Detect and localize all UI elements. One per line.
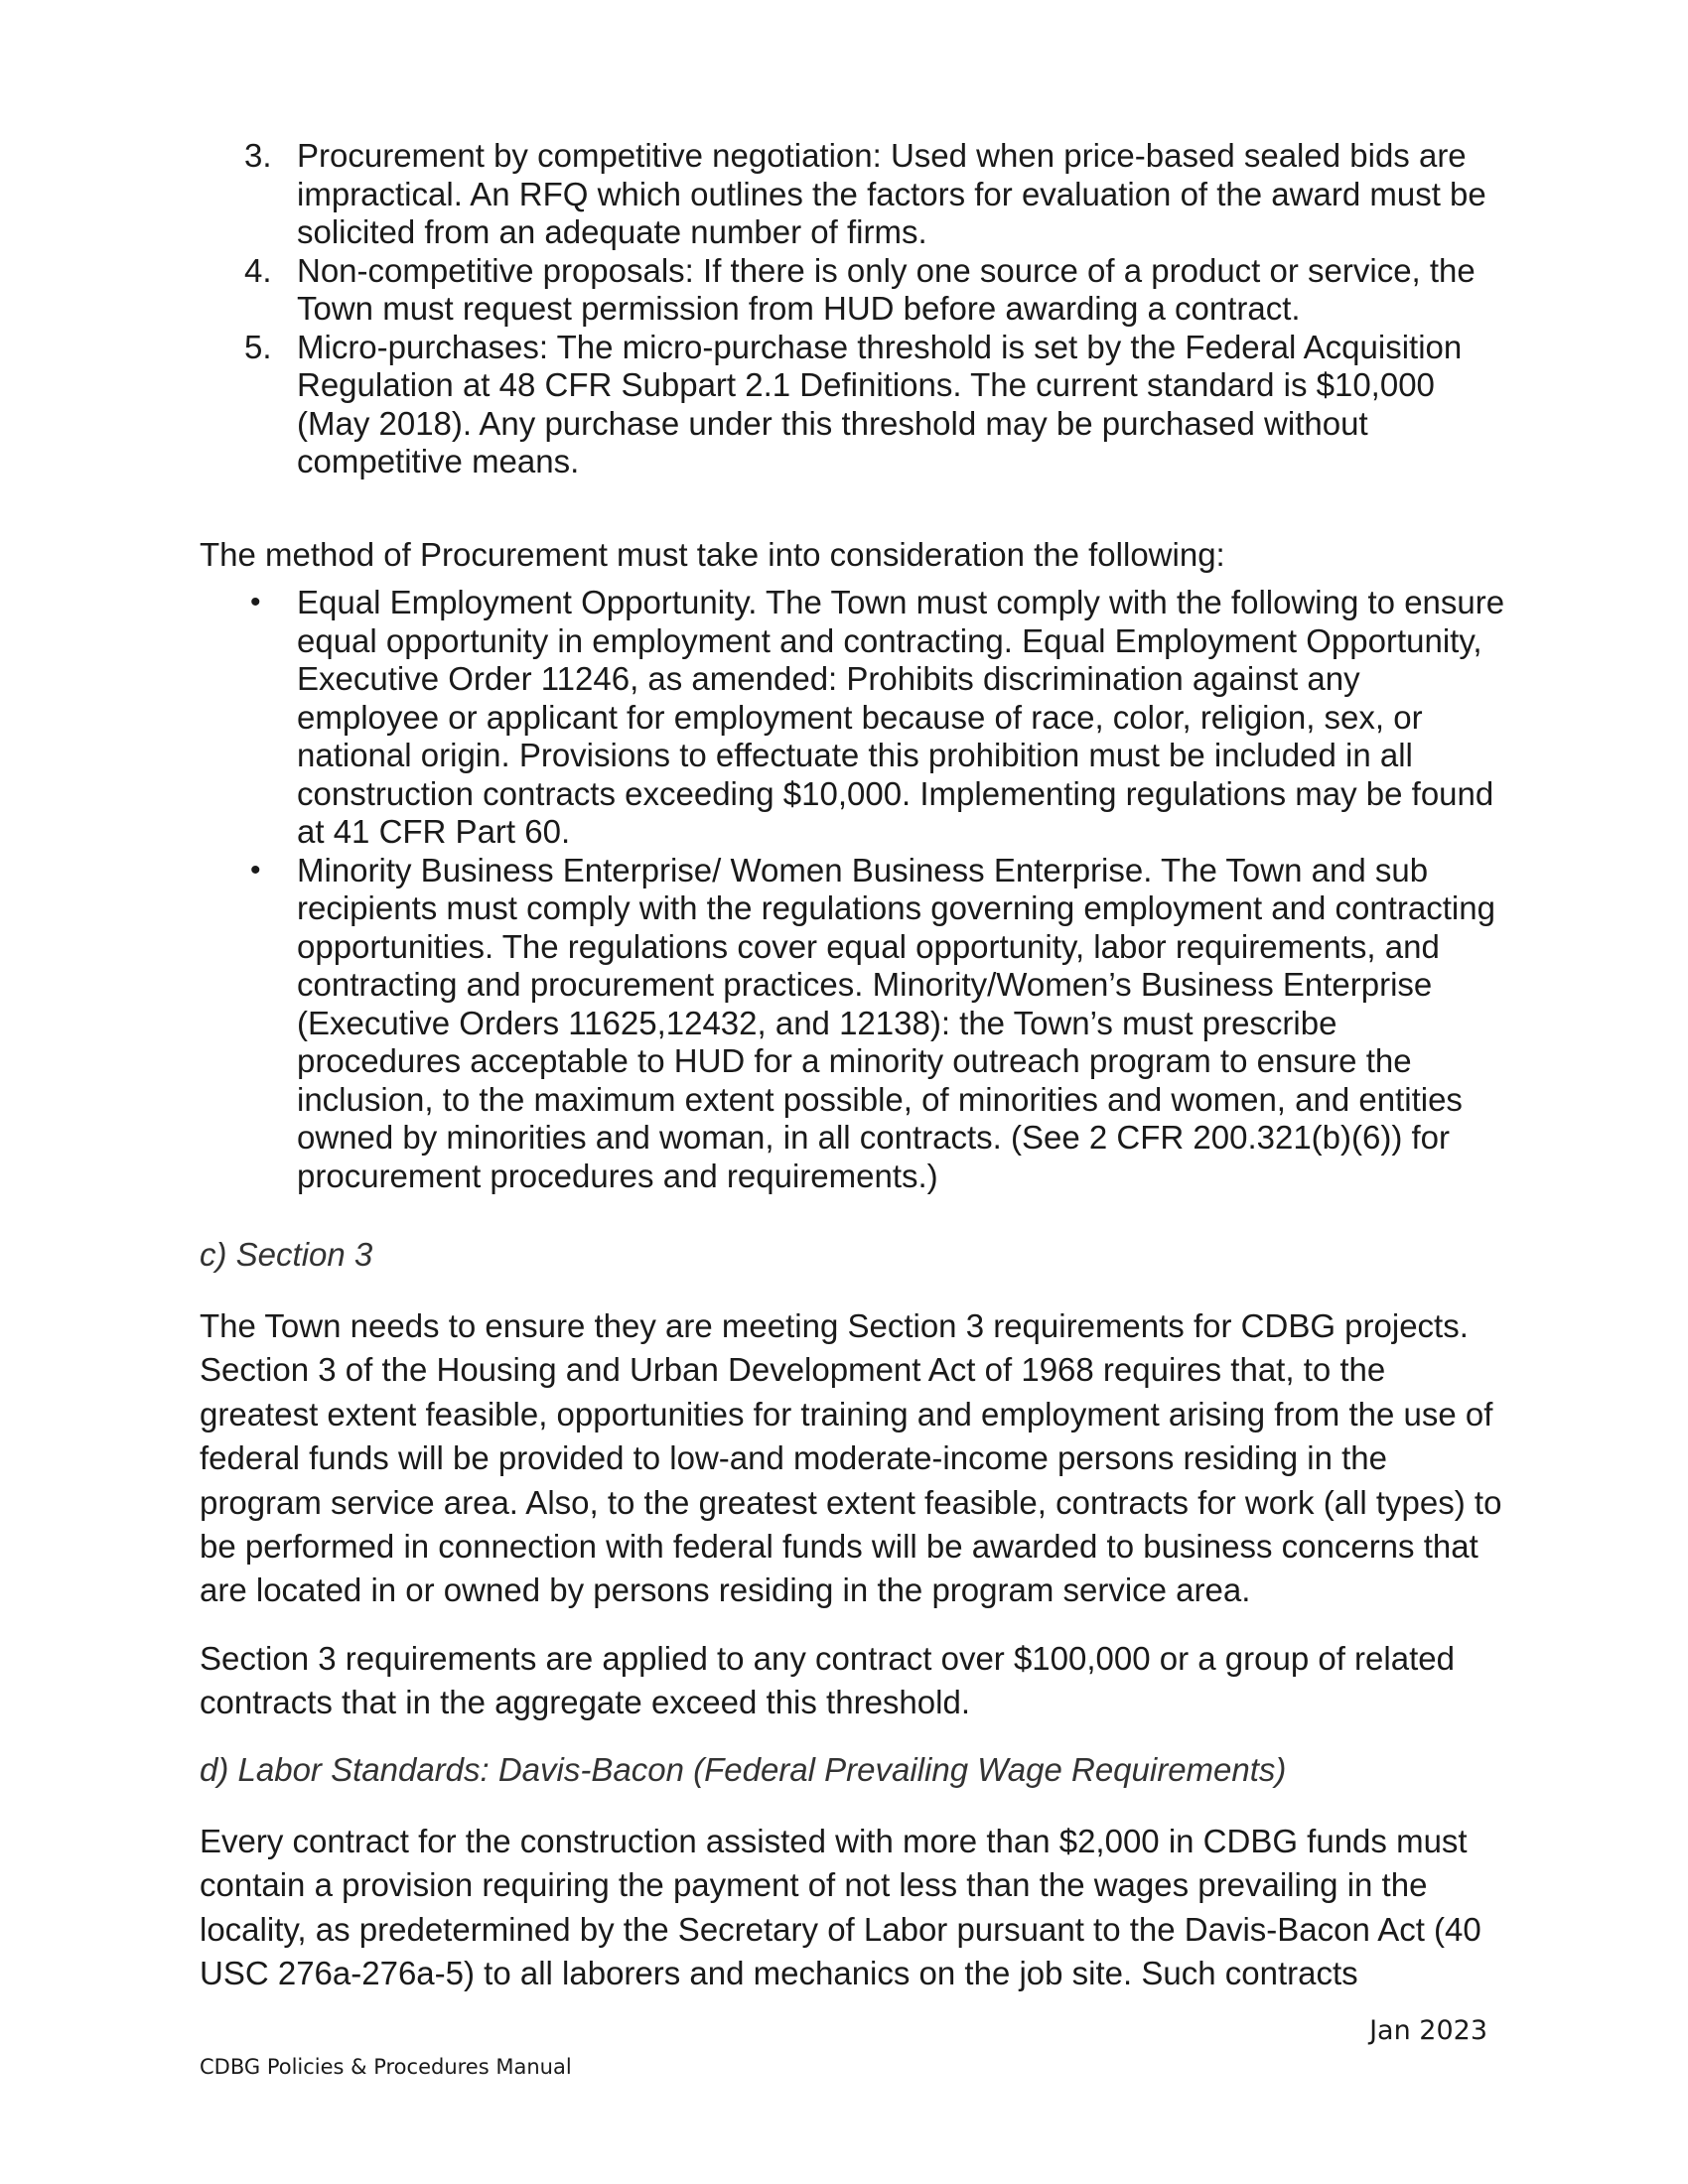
footer-date: Jan 2023 (1369, 2015, 1487, 2046)
list-item-text: Micro-purchases: The micro-purchase threshold is set by the Federal Acquisition Regulation at 48 CFR Subpart 2.1 Definitions. The current standard is $10,000 (May 2018). Any purchase under this threshold may be purchased without competitive means. (297, 328, 1463, 479)
list-item (244, 584, 1505, 852)
list-item (244, 852, 1505, 1196)
section3-threshold-paragraph: Section 3 requirements are applied to any contract over $100,000 or a group of related contracts that in the aggregate exceed this threshold. (200, 1640, 1455, 1721)
considerations-list (244, 584, 1505, 1195)
list-item-text: Minority Business Enterprise/ Women Business Enterprise. The Town and sub recipients must comply with the regulations governing employment and contracting opportunities. The regulations cover equal opportunity, labor requirements, and contracting and procurement practices. Minority/Women’s Business Enterprise (Executive Orders 11625,12432, and 12138): the Town’s must prescribe procedures acceptable to HUD for a minority outreach program to ensure the inclusion, to the maximum extent possible, of minorities and women, and entities owned by minorities and woman, in all contracts. (See 2 CFR 200.321(b)(6)) for procurement procedures and requirements.) (297, 851, 1495, 1194)
list-number: 5. (244, 328, 272, 365)
list-item (244, 137, 1505, 252)
section3-heading: c) Section 3 (200, 1236, 373, 1273)
section3-paragraph: The Town needs to ensure they are meeting Section 3 requirements for CDBG projects. Section 3 of the Housing and Urban Development Act of 1968 requires that, to the greatest extent feasible, opportunities for training and employment arising from the use of federal funds will be provided to low-and moderate-income persons residing in the program service area. Also, to the greatest extent feasible, contracts for work (all types) to be performed in connection with federal funds will be awarded to business concerns that are located in or owned by persons residing in the program service area. (200, 1307, 1502, 1609)
list-item (244, 252, 1505, 329)
bullet-icon: • (250, 853, 261, 887)
labor-standards-heading: d) Labor Standards: Davis-Bacon (Federal Prevailing Wage Requirements) (200, 1751, 1287, 1788)
consideration-intro: The method of Procurement must take into consideration the following: (200, 536, 1225, 573)
list-item-text: Non-competitive proposals: If there is only one source of a product or service, the Town must request permission from HUD before awarding a contract. (297, 251, 1476, 327)
list-number: 4. (244, 251, 272, 289)
procurement-methods-list (244, 137, 1505, 481)
list-item-text: Procurement by competitive negotiation: Used when price-based sealed bids are impractical. An RFQ which outlines the factors for evaluation of the award must be solicited from an adequate number of firms. (297, 137, 1486, 250)
labor-standards-paragraph: Every contract for the construction assisted with more than $2,000 in CDBG funds must contain a provision requiring the payment of not less than the wages prevailing in the locality, as predetermined by the Secretary of Labor pursuant to the Davis-Bacon Act (40 USC 276a-276a-5) to all laborers and mechanics on the job site. Such contracts (200, 1823, 1481, 1992)
list-item-text: Equal Employment Opportunity. The Town must comply with the following to ensure equal opportunity in employment and contracting. Equal Employment Opportunity, Executive Order 11246, as amended: Prohibits discrimination against any employee or applicant for employment because of race, color, religion, sex, or national origin. Provisions to effectuate this prohibition must be included in all construction contracts exceeding $10,000. Implementing regulations may be found at 41 CFR Part 60. (297, 584, 1505, 850)
list-number: 3. (244, 137, 272, 174)
bullet-icon: • (250, 586, 261, 618)
footer-title: CDBG Policies & Procedures Manual (200, 2055, 572, 2079)
list-item (244, 329, 1505, 481)
